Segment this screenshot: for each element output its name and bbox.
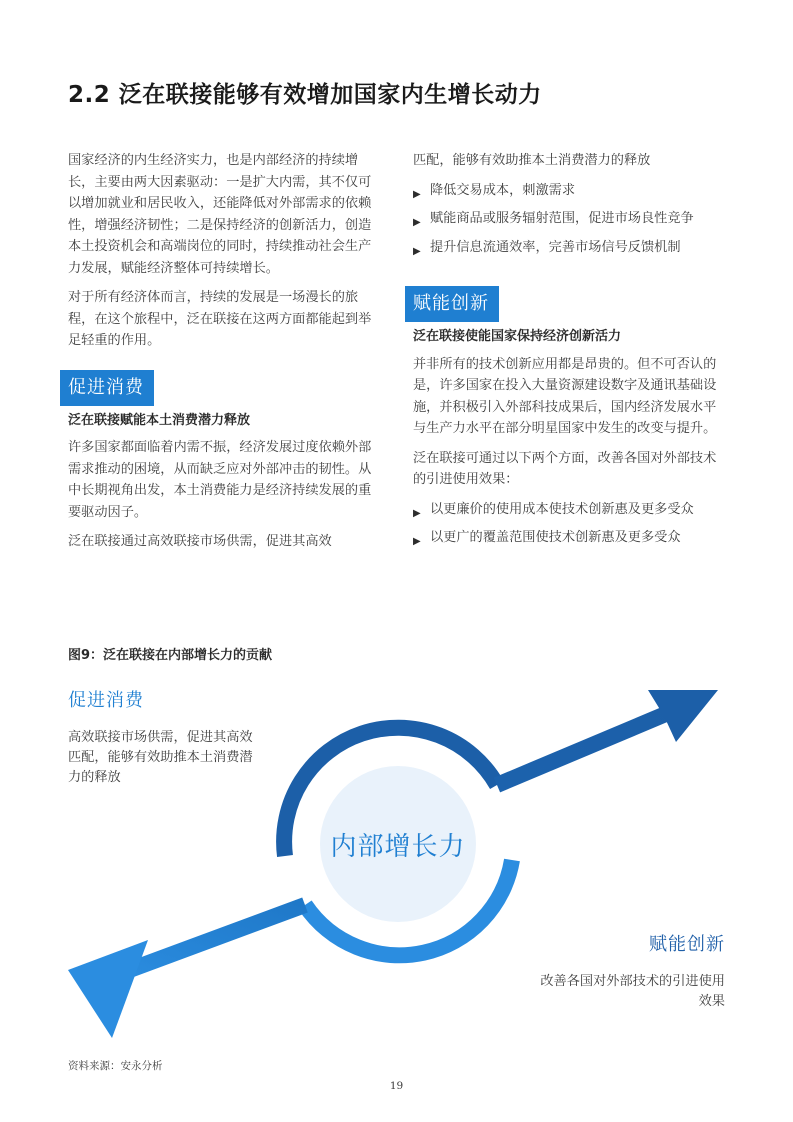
source-note: 资料来源：安永分析 bbox=[68, 1060, 163, 1072]
triangle-bullet-icon: ▶ bbox=[413, 536, 421, 547]
innovation-paragraph-1: 并非所有的技术创新应用都是昂贵的。但不可否认的是，许多国家在投入大量资源建设数字及通讯基础设施，并积极引入外部科技成果后，国内经济发展水平与生产力水平在部分明星国家中发生的改变与提升。 bbox=[413, 356, 717, 436]
figure-desc-consumption: 高效联接市场供需，促进其高效匹配，能够有效助推本土消费潜力的释放 bbox=[68, 730, 253, 785]
tag-enable-innovation: 赋能创新 bbox=[405, 286, 499, 322]
page-number: 19 bbox=[389, 1080, 404, 1092]
list-item: ▶ 降低交易成本，刺激需求 bbox=[413, 180, 725, 202]
list-item: ▶ 提升信息流通效率，完善市场信号反馈机制 bbox=[413, 237, 725, 259]
intro-paragraph-1: 国家经济的内生经济实力，也是内部经济的持续增长，主要由两大因素驱动：一是扩大内需，其不仅可以增加就业和居民收入，还能降低对外部需求的依赖性，增强经济韧性；二是保持经济的创新活力，创造本土投资机会和高端岗位的同时，持续推动社会生产力发展，赋能经济整体可持续增长。 bbox=[68, 153, 372, 276]
triangle-bullet-icon: ▶ bbox=[413, 188, 421, 200]
intro-paragraph-2: 对于所有经济体而言，持续的发展是一场漫长的旅程，在这个旅程中，泛在联接在这两方面都能起到举足轻重的作用。 bbox=[68, 290, 372, 348]
triangle-bullet-icon: ▶ bbox=[413, 507, 421, 519]
figure-desc-innovation: 改善各国对外部技术的引进使用效果 bbox=[540, 974, 725, 1009]
list-item: ▶ 以更廉价的使用成本使技术创新惠及更多受众 bbox=[413, 499, 725, 521]
tag-promote-consumption: 促进消费 bbox=[60, 370, 154, 406]
figure-caption: 图9：泛在联接在内部增长力的贡献 bbox=[68, 648, 273, 663]
list-item: ▶ 以更广的覆盖范围使技术创新惠及更多受众 bbox=[413, 527, 725, 549]
growth-arrow-shaft bbox=[497, 708, 680, 785]
figure-center-label: 内部增长力 bbox=[330, 832, 466, 862]
consumption-paragraph-1: 许多国家都面临着内需不振，经济发展过度依赖外部需求推动的困境，从而缺乏应对外部冲击的韧性。从中长期视角出发，本土消费能力是经济持续发展的重要驱动因子。 bbox=[68, 440, 372, 520]
triangle-bullet-icon: ▶ bbox=[413, 245, 421, 257]
subhead-innovation: 泛在联接使能国家保持经济创新活力 bbox=[413, 329, 622, 344]
innovation-paragraph-2: 泛在联接可通过以下两个方面，改善各国对外部技术的引进使用效果： bbox=[413, 450, 717, 487]
section-title: 2.2 泛在联接能够有效增加国家内生增长动力 bbox=[68, 82, 542, 108]
innovation-arrow-tail-icon bbox=[68, 940, 148, 1038]
continuation-paragraph: 匹配，能够有效助推本土消费潜力的释放 bbox=[413, 153, 651, 168]
consumption-paragraph-2: 泛在联接通过高效联接市场供需，促进其高效 bbox=[68, 534, 332, 549]
list-item: ▶ 赋能商品或服务辐射范围，促进市场良性竞争 bbox=[413, 208, 725, 230]
figure-label-consumption: 促进消费 bbox=[68, 690, 144, 711]
subhead-consumption: 泛在联接赋能本土消费潜力释放 bbox=[68, 412, 251, 428]
triangle-bullet-icon: ▶ bbox=[413, 217, 421, 228]
figure-label-innovation: 赋能创新 bbox=[649, 934, 725, 955]
